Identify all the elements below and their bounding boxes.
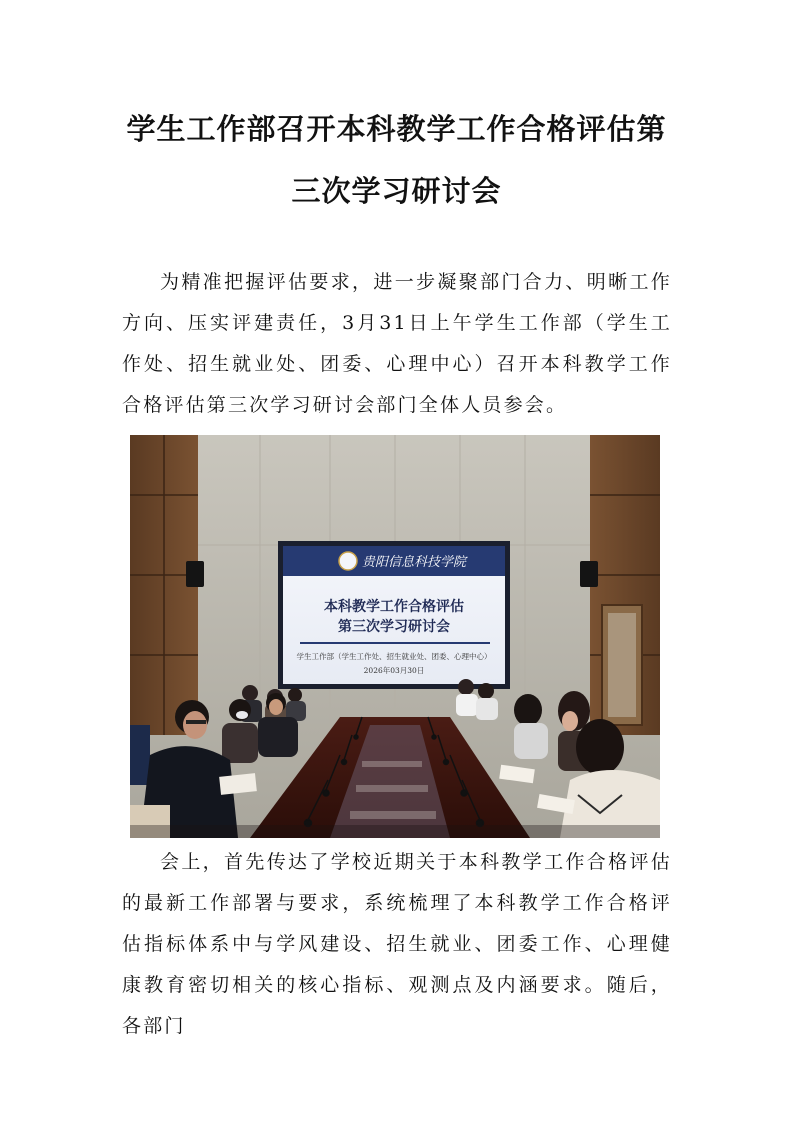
slide-subtitle: 学生工作部（学生工作处、招生就业处、团委、心理中心） [296,652,492,661]
slide-title-line-1: 本科教学工作合格评估 [324,599,464,615]
slide-date: 2026年03月30日 [363,666,425,675]
document-title-line-2: 三次学习研讨会 [291,174,502,208]
meeting-photo [130,435,660,838]
document-title-line-1: 学生工作部召开本科教学工作合格评估第 [126,112,667,146]
school-logo-icon [339,552,357,570]
slide-title-line-2: 第三次学习研讨会 [338,619,450,635]
paragraph-meeting-content: 会上，首先传达了学校近期关于本科教学工作合格评估的最新工作部署与要求，系统梳理了本科教学工作合格评估指标体系中与学风建设、招生就业、团委工作、心理健康教育密切相关的核心指标、观测点及内涵要求。随后，各部门 [122,851,672,1037]
paragraph-intro: 为精准把握评估要求，进一步凝聚部门合力、明晰工作方向、压实评建责任，3月31日上午学生工作部（学生工作处、招生就业处、团委、心理中心）召开本科教学工作合格评估第三次学习研讨会部门全体人员参会。 [122,271,672,416]
slide-school-name: 贵阳信息科技学院 [362,555,467,570]
